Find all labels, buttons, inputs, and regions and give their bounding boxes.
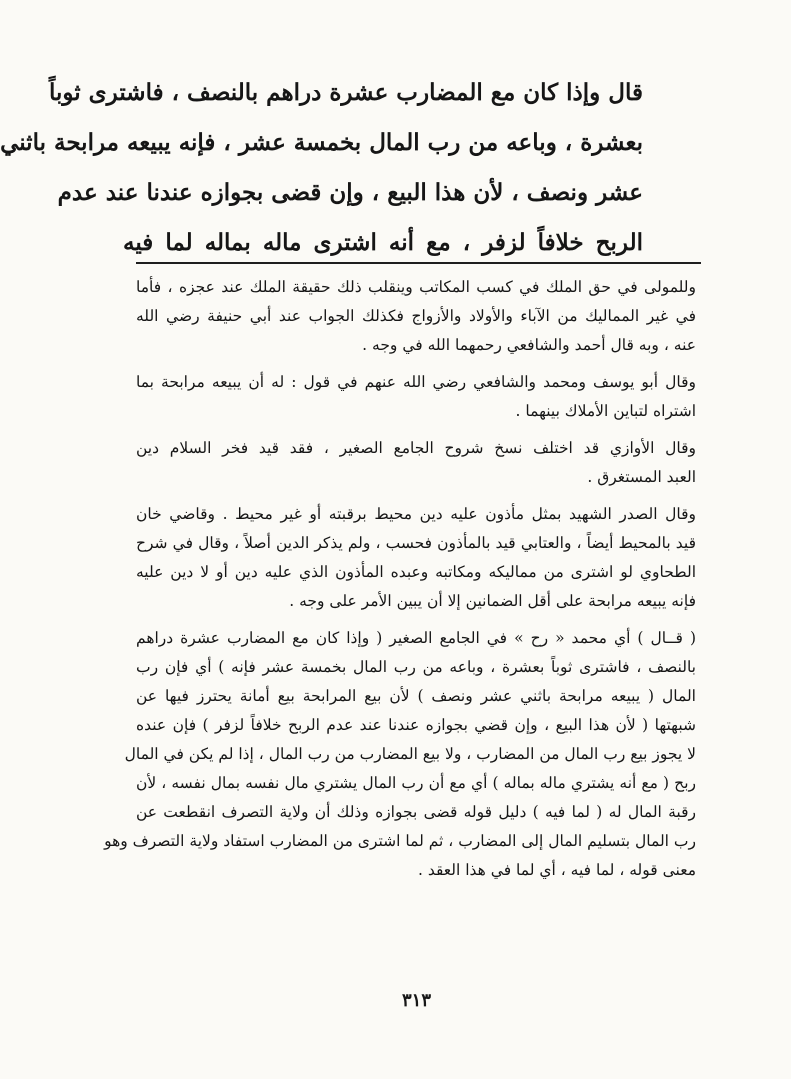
commentary-paragraph — [136, 434, 696, 492]
matn-text — [0, 68, 643, 268]
separator-rule — [136, 262, 701, 264]
commentary-line: معنى قوله ، لما فيه ، أي لما في هذا العقد . — [417, 861, 696, 879]
commentary-paragraph — [136, 273, 696, 360]
commentary-line: وقال أبو يوسف ومحمد والشافعي رضي الله عنهم في قول : له أن يبيعه مرابحة بما — [136, 373, 696, 391]
commentary-line: وللمولى في حق الملك في كسب المكاتب وينقلب ذلك حقيقة الملك عند عجزه ، فأما — [136, 278, 696, 296]
commentary-line: ربح ( مع أنه يشتري ماله بماله ) أي مع أن رب المال يشتري مال نفسه بمال نفسه ، لأن — [136, 774, 696, 792]
commentary-paragraph — [136, 368, 696, 426]
commentary-line: شبهتها ( لأن هذا البيع ، وإن قضي بجوازه عندنا عند عدم الربح خلافاً لزفر ) فإن عنده — [136, 716, 696, 734]
commentary-line: عنه ، وبه قال أحمد والشافعي رحمهما الله في وجه . — [362, 336, 696, 354]
commentary-paragraph — [104, 624, 696, 885]
commentary-line: بالنصف ، فاشترى ثوباً بعشرة ، وباعه من رب المال بخمسة عشر فإنه ) أي فإن رب — [136, 658, 696, 676]
matn-line: قال وإذا كان مع المضارب عشرة دراهم بالنصف ، فاشترى ثوباً — [48, 79, 643, 106]
commentary-line: رب المال بتسليم المال إلى المضارب ، ثم لما اشترى من المضارب استفاد ولاية التصرف وهو — [104, 832, 696, 850]
commentary-line: المال ( يبيعه مرابحة باثني عشر ونصف ) لأن بيع المرابحة بيع أمانة يحترز فيها عن — [136, 687, 696, 705]
matn-line: عشر ونصف ، لأن هذا البيع ، وإن قضى بجوازه عندنا عند عدم — [57, 179, 643, 206]
commentary-line: فإنه يبيعه مرابحة على أقل الضمانين إلا أن يبين الأمر على وجه . — [289, 592, 696, 610]
commentary-line: الطحاوي لو اشترى من مماليكه ومكاتبه وعبده المأذون الذي عليه دين أو لا دين عليه — [136, 563, 696, 581]
commentary-line: وقال الأوازي قد اختلف نسخ شروح الجامع الصغير ، فقد قيد فخر السلام دين — [136, 439, 696, 457]
commentary-line: رقبة المال له ( لما فيه ) دليل قوله قضى بجوازه وذلك أن ولاية التصرف انقطعت عن — [136, 803, 696, 821]
commentary-line: قيد بالمحيط أيضاً ، والعتابي قيد بالمأذون فحسب ، ولم يذكر الدين أصلاً ، وقال في شرح — [136, 534, 696, 552]
matn-line: الربح خلافاً لزفر ، مع أنه اشترى ماله بماله لما فيه — [123, 229, 643, 256]
commentary-text — [104, 273, 696, 893]
commentary-line: العبد المستغرق . — [587, 468, 696, 486]
commentary-line: لا يجوز بيع رب المال من المضارب ، ولا بيع المضارب من رب المال ، إذا لم يكن في المال — [124, 745, 696, 763]
commentary-paragraph — [136, 500, 696, 616]
commentary-line: في غير المماليك من الآباء والأولاد والأزواج فكذلك الجواب عند أبي حنيفة رضي الله — [136, 307, 696, 325]
matn-line: بعشرة ، وباعه من رب المال بخمسة عشر ، فإنه يبيعه مرابحة باثني — [0, 129, 643, 156]
commentary-line: وقال الصدر الشهيد بمثل مأذون عليه دين محيط برقبته أو غير محيط . وقاضي خان — [136, 505, 696, 523]
commentary-line: ( قــال ) أي محمد « رح » في الجامع الصغير ( وإذا كان مع المضارب عشرة دراهم — [136, 629, 696, 647]
page-number: ٣١٣ — [401, 990, 431, 1011]
commentary-line: اشتراه لتباين الأملاك بينهما . — [515, 402, 696, 420]
